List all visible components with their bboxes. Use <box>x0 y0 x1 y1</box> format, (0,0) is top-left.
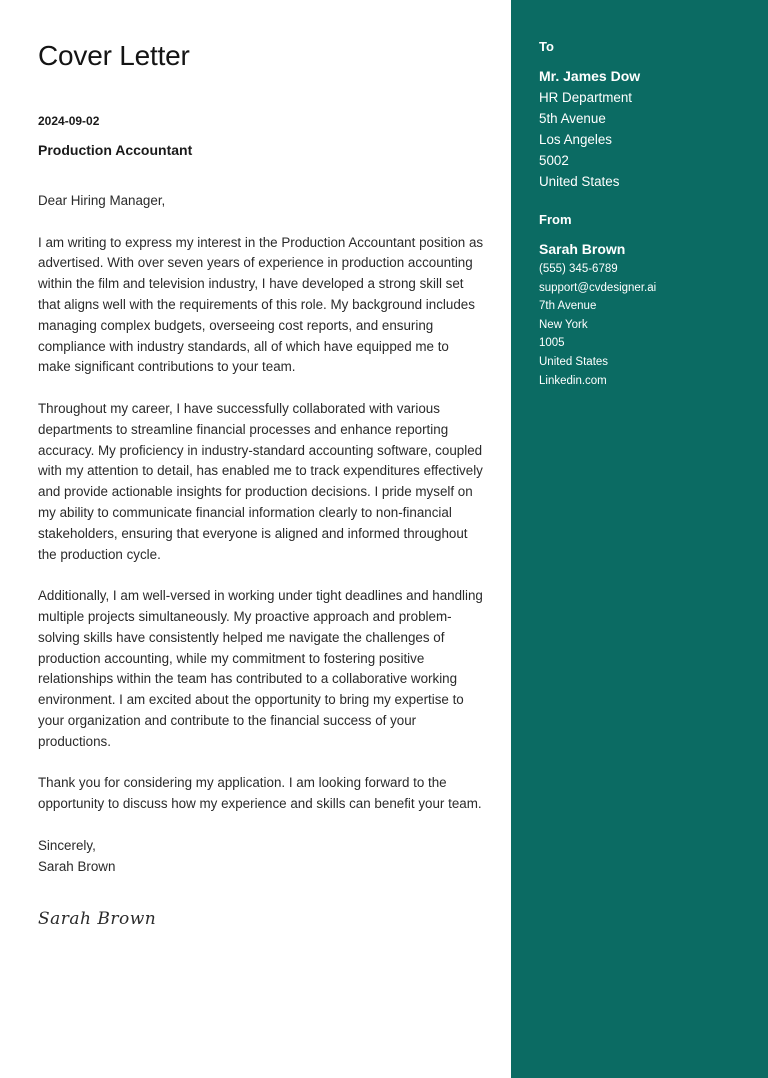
sender-email[interactable]: support@cvdesigner.ai <box>539 282 657 294</box>
paragraph-2: Throughout my career, I have successfully collaborated with various departments to streamline financial processes and enhance reporting accuracy. My proficiency in industry-standard accounting software, coupled with my attention to detail, has enabled me to track expenditures effectively and provide actionable insights for production decisions. I pride myself on my ability to communicate financial information clearly to non-financial stakeholders, ensuring that everyone is aligned and informed throughout the production cycle. <box>38 400 483 562</box>
recipient-zip: 5002 <box>539 153 569 168</box>
recipient-department: HR Department <box>539 90 633 105</box>
paragraph-1: I am writing to express my interest in the Production Accountant position as advertised. With over seven years of experience in production accounting within the film and television industry, I have developed a strong skill set that aligns well with the requirements of this role. My background includes managing complex budgets, overseeing cost reports, and ensuring compliance with industry standards, all of which have equipped me to make significant contributions to your team. <box>38 234 484 375</box>
recipient-label: To <box>539 39 554 54</box>
paragraph-4: Thank you for considering my application. I am looking forward to the opportunity to discuss how my experience and skills can benefit your team. <box>38 775 482 812</box>
sender-label: From <box>539 212 572 227</box>
sender-city: New York <box>539 319 588 331</box>
recipient-city: Los Angeles <box>539 132 612 147</box>
closing: Sincerely, <box>38 837 96 853</box>
contact-sidebar <box>511 0 768 1078</box>
sender-name: Sarah Brown <box>539 241 626 257</box>
recipient-name: Mr. James Dow <box>539 68 641 84</box>
recipient-country: United States <box>539 174 620 189</box>
sender-zip: 1005 <box>539 337 565 349</box>
letter-date: 2024-09-02 <box>38 114 100 128</box>
recipient-street: 5th Avenue <box>539 111 606 126</box>
greeting: Dear Hiring Manager, <box>38 193 166 208</box>
sender-phone[interactable]: (555) 345-6789 <box>539 263 618 275</box>
sender-street: 7th Avenue <box>539 300 597 312</box>
paragraph-3: Additionally, I am well-versed in working under tight deadlines and handling multiple projects simultaneously. My proactive approach and problem-solving skills have consistently helped me navigate the challenges of production accounting, while my commitment to fostering positive relationships within the team has contributed to a collaborative working environment. I am excited about the opportunity to bring my expertise to your organization and contribute to the financial success of your productions. <box>38 588 483 749</box>
sender-country: United States <box>539 356 609 368</box>
job-position: Production Accountant <box>38 142 193 158</box>
handwritten-signature: Sarah Brown <box>38 909 157 929</box>
sender-name-closing: Sarah Brown <box>38 858 116 874</box>
sender-linkedin-link[interactable]: Linkedin.com <box>539 375 607 387</box>
page-title: Cover Letter <box>38 40 190 71</box>
letter-body <box>38 191 484 877</box>
